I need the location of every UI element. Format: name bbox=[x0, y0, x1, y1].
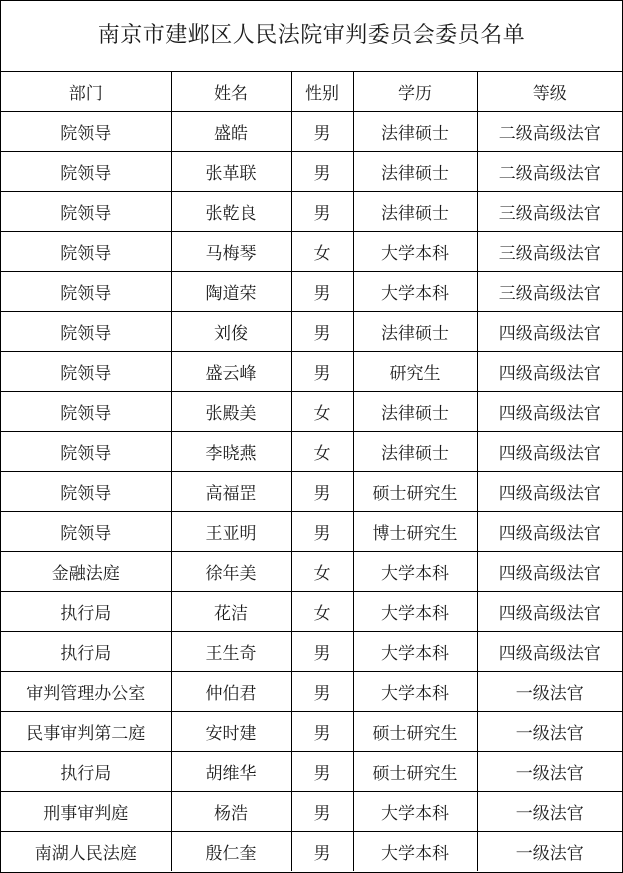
cell-gender: 女 bbox=[291, 232, 353, 272]
cell-education: 法律硕士 bbox=[353, 152, 477, 192]
cell-name: 刘俊 bbox=[171, 312, 291, 352]
cell-gender: 男 bbox=[291, 512, 353, 552]
cell-department: 院领导 bbox=[1, 352, 171, 392]
cell-name: 王生奇 bbox=[171, 632, 291, 672]
cell-name: 盛云峰 bbox=[171, 352, 291, 392]
table-row bbox=[1, 712, 622, 752]
cell-gender: 男 bbox=[291, 272, 353, 312]
header-rank: 等级 bbox=[477, 72, 622, 112]
cell-gender: 男 bbox=[291, 792, 353, 832]
cell-department: 院领导 bbox=[1, 312, 171, 352]
cell-rank: 四级高级法官 bbox=[477, 352, 622, 392]
cell-rank: 四级高级法官 bbox=[477, 552, 622, 592]
cell-department: 院领导 bbox=[1, 472, 171, 512]
cell-name: 张殿美 bbox=[171, 392, 291, 432]
table-row bbox=[1, 392, 622, 432]
cell-gender: 男 bbox=[291, 312, 353, 352]
cell-gender: 男 bbox=[291, 832, 353, 872]
page-title: 南京市建邺区人民法院审判委员会委员名单 bbox=[1, 1, 622, 72]
cell-education: 大学本科 bbox=[353, 552, 477, 592]
cell-rank: 一级法官 bbox=[477, 752, 622, 792]
cell-name: 殷仁奎 bbox=[171, 832, 291, 872]
cell-gender: 女 bbox=[291, 592, 353, 632]
cell-education: 大学本科 bbox=[353, 792, 477, 832]
header-name: 姓名 bbox=[171, 72, 291, 112]
cell-gender: 女 bbox=[291, 552, 353, 592]
cell-gender: 男 bbox=[291, 152, 353, 192]
cell-gender: 男 bbox=[291, 632, 353, 672]
cell-department: 执行局 bbox=[1, 632, 171, 672]
cell-department: 院领导 bbox=[1, 192, 171, 232]
cell-department: 院领导 bbox=[1, 152, 171, 192]
header-gender: 性别 bbox=[291, 72, 353, 112]
cell-education: 博士研究生 bbox=[353, 512, 477, 552]
cell-department: 院领导 bbox=[1, 432, 171, 472]
cell-gender: 男 bbox=[291, 112, 353, 152]
cell-education: 法律硕士 bbox=[353, 192, 477, 232]
cell-education: 法律硕士 bbox=[353, 392, 477, 432]
header-education: 学历 bbox=[353, 72, 477, 112]
table-row bbox=[1, 632, 622, 672]
cell-education: 法律硕士 bbox=[353, 432, 477, 472]
cell-gender: 男 bbox=[291, 672, 353, 712]
cell-gender: 男 bbox=[291, 472, 353, 512]
cell-rank: 四级高级法官 bbox=[477, 512, 622, 552]
cell-education: 大学本科 bbox=[353, 672, 477, 712]
cell-name: 马梅琴 bbox=[171, 232, 291, 272]
cell-name: 胡维华 bbox=[171, 752, 291, 792]
cell-gender: 男 bbox=[291, 752, 353, 792]
cell-department: 刑事审判庭 bbox=[1, 792, 171, 832]
cell-gender: 女 bbox=[291, 432, 353, 472]
cell-name: 盛皓 bbox=[171, 112, 291, 152]
cell-rank: 四级高级法官 bbox=[477, 312, 622, 352]
table-row bbox=[1, 312, 622, 352]
cell-rank: 四级高级法官 bbox=[477, 632, 622, 672]
cell-department: 院领导 bbox=[1, 232, 171, 272]
cell-education: 大学本科 bbox=[353, 592, 477, 632]
table-row bbox=[1, 832, 622, 872]
cell-education: 研究生 bbox=[353, 352, 477, 392]
cell-gender: 男 bbox=[291, 192, 353, 232]
cell-name: 李晓燕 bbox=[171, 432, 291, 472]
cell-rank: 一级法官 bbox=[477, 712, 622, 752]
table-row bbox=[1, 592, 622, 632]
cell-gender: 女 bbox=[291, 392, 353, 432]
cell-rank: 四级高级法官 bbox=[477, 472, 622, 512]
cell-education: 大学本科 bbox=[353, 232, 477, 272]
cell-department: 审判管理办公室 bbox=[1, 672, 171, 712]
cell-education: 硕士研究生 bbox=[353, 752, 477, 792]
cell-rank: 四级高级法官 bbox=[477, 392, 622, 432]
table-row bbox=[1, 272, 622, 312]
cell-rank: 三级高级法官 bbox=[477, 232, 622, 272]
table-row bbox=[1, 112, 622, 152]
cell-education: 法律硕士 bbox=[353, 112, 477, 152]
cell-department: 院领导 bbox=[1, 392, 171, 432]
cell-education: 大学本科 bbox=[353, 272, 477, 312]
table-row bbox=[1, 432, 622, 472]
cell-rank: 二级高级法官 bbox=[477, 112, 622, 152]
cell-gender: 男 bbox=[291, 712, 353, 752]
cell-department: 院领导 bbox=[1, 512, 171, 552]
cell-rank: 一级法官 bbox=[477, 672, 622, 712]
table-row bbox=[1, 552, 622, 592]
cell-name: 杨浩 bbox=[171, 792, 291, 832]
cell-department: 院领导 bbox=[1, 272, 171, 312]
cell-education: 硕士研究生 bbox=[353, 472, 477, 512]
table-header-row bbox=[1, 72, 622, 112]
cell-rank: 二级高级法官 bbox=[477, 152, 622, 192]
cell-department: 执行局 bbox=[1, 592, 171, 632]
cell-name: 花洁 bbox=[171, 592, 291, 632]
cell-name: 张革联 bbox=[171, 152, 291, 192]
table-row bbox=[1, 792, 622, 832]
cell-education: 法律硕士 bbox=[353, 312, 477, 352]
table-row bbox=[1, 152, 622, 192]
cell-name: 高福罡 bbox=[171, 472, 291, 512]
table-row bbox=[1, 472, 622, 512]
cell-name: 王亚明 bbox=[171, 512, 291, 552]
cell-department: 执行局 bbox=[1, 752, 171, 792]
cell-name: 安时建 bbox=[171, 712, 291, 752]
table-row bbox=[1, 672, 622, 712]
cell-gender: 男 bbox=[291, 352, 353, 392]
cell-department: 金融法庭 bbox=[1, 552, 171, 592]
cell-rank: 一级法官 bbox=[477, 792, 622, 832]
cell-rank: 四级高级法官 bbox=[477, 432, 622, 472]
header-department: 部门 bbox=[1, 72, 171, 112]
cell-department: 院领导 bbox=[1, 112, 171, 152]
cell-education: 大学本科 bbox=[353, 832, 477, 872]
cell-department: 南湖人民法庭 bbox=[1, 832, 171, 872]
cell-education: 大学本科 bbox=[353, 632, 477, 672]
cell-rank: 四级高级法官 bbox=[477, 592, 622, 632]
cell-name: 徐年美 bbox=[171, 552, 291, 592]
cell-education: 硕士研究生 bbox=[353, 712, 477, 752]
member-table bbox=[1, 72, 622, 871]
cell-name: 陶道荣 bbox=[171, 272, 291, 312]
table-row bbox=[1, 752, 622, 792]
table-row bbox=[1, 352, 622, 392]
cell-name: 张乾良 bbox=[171, 192, 291, 232]
cell-department: 民事审判第二庭 bbox=[1, 712, 171, 752]
table-row bbox=[1, 192, 622, 232]
cell-rank: 一级法官 bbox=[477, 832, 622, 872]
cell-rank: 三级高级法官 bbox=[477, 272, 622, 312]
table-row bbox=[1, 512, 622, 552]
cell-name: 仲伯君 bbox=[171, 672, 291, 712]
table-row bbox=[1, 232, 622, 272]
cell-rank: 三级高级法官 bbox=[477, 192, 622, 232]
